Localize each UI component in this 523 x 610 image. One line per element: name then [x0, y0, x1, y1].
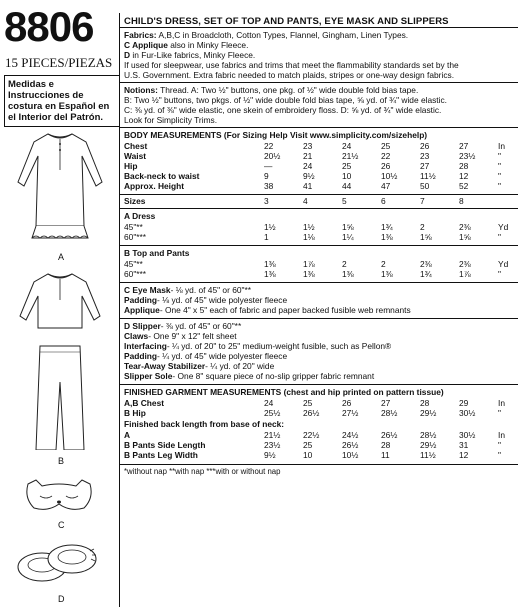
fabrics-label: Fabrics:: [124, 30, 157, 40]
figure-label-a: A: [58, 252, 65, 262]
sizes-row: [124, 196, 510, 206]
applique-material-text: - One 4" x 5" each of fabric and paper backed fusible web remnants: [159, 305, 411, 315]
pattern-number: 8806: [4, 3, 94, 50]
dress-illustration: [12, 130, 108, 248]
slipper-sole-label: Slipper Sole: [124, 371, 173, 381]
column-divider: [119, 13, 120, 607]
left-column: [0, 0, 118, 610]
padding-text: - ⅛ yd. of 45" wide polyester fleece: [157, 295, 288, 305]
applique-material-label: Applique: [124, 305, 160, 315]
flammability-text: If used for sleepwear, use fabrics and trims that meet the flammability standards set by the: [124, 60, 459, 70]
a-dress-table: [124, 222, 510, 242]
divider: [119, 82, 518, 83]
eye-mask-label: C Eye Mask: [124, 285, 171, 295]
table-row: A 21½ 22½ 24½ 26½ 28½ 30½ In: [124, 430, 505, 440]
applique-text: also in Minky Fleece.: [167, 40, 249, 50]
pieces-count: 15 PIECES/PIEZAS: [5, 55, 113, 70]
figure-label-d: D: [58, 594, 65, 604]
a-dress-heading: A Dress: [124, 211, 156, 221]
claws-label: Claws: [124, 331, 149, 341]
slipper-fabric-label: D: [124, 50, 131, 60]
table-row: Sizes 3 4 5 6 7 8: [124, 196, 464, 206]
padding-label: Padding: [124, 295, 158, 305]
claws-text: - One 9" x 12" felt sheet: [148, 331, 237, 341]
divider: [119, 27, 518, 28]
divider: [119, 464, 518, 465]
divider: [119, 245, 518, 246]
b-top-pants-heading: B Top and Pants: [124, 248, 190, 258]
table-row: 60"*** 1⅜ 1⅜ 1⅜ 1⅜ 1¾ 1⅞ ": [124, 269, 501, 279]
table-row: B Pants Leg Width 9½ 10 10½ 11 11½ 12 ": [124, 450, 501, 460]
table-row: Waist 20½ 21 21½ 22 23 23½ ": [124, 151, 501, 161]
table-row: Back-neck to waist 9 9½ 10 10½ 11½ 12 ": [124, 171, 501, 181]
slipper-section: [124, 321, 514, 381]
notions-cd-text: C: ⅜ yd. of ⅜" wide elastic, one skein of embroidery floss. D: ⅝ yd. of ¾" wide elastic.: [124, 105, 442, 115]
table-row: Approx. Height 38 41 44 47 50 52 ": [124, 181, 501, 191]
notions-b-text: B: Two ½" buttons, two pkgs. of ½" wide double fold bias tape, ⅝ yd. of ¾" wide elastic.: [124, 95, 448, 105]
divider: [119, 282, 518, 283]
eye-mask-section: [124, 285, 514, 315]
stabilizer-label: Tear-Away Stabilizer: [124, 361, 206, 371]
interfacing-label: Interfacing: [124, 341, 167, 351]
table-row: Hip — 24 25 26 27 28 ": [124, 161, 501, 171]
top-and-pants-illustration: [12, 270, 108, 450]
divider: [119, 194, 518, 195]
fabrics-text: A,B,C in Broadcloth, Cotton Types, Flannel, Gingham, Linen Types.: [156, 30, 409, 40]
interfacing-text: - ¼ yd. of 20" to 25" medium-weight fusible, such as Pellon®: [166, 341, 392, 351]
table-row: 60"*** 1 1⅛ 1¼ 1⅜ 1⅝ 1⅝ ": [124, 232, 501, 242]
divider: [119, 208, 518, 209]
table-row: B Pants Side Length 23½ 25 26½ 28 29½ 31 ": [124, 440, 501, 450]
figure-label-c: C: [58, 520, 65, 530]
body-measurements-table: [124, 141, 510, 191]
table-row: Chest 22 23 24 25 26 27 In: [124, 141, 505, 151]
notions-section: [124, 85, 514, 125]
divider: [119, 127, 518, 128]
applique-label: C Applique: [124, 40, 168, 50]
stabilizer-text: - ¼ yd. of 20" wide: [205, 361, 275, 371]
extra-fabric-text: U.S. Government. Extra fabric needed to match plaids, stripes or one-way design fabrics.: [124, 70, 455, 80]
slipper-sole-text: - One 8" square piece of no-slip gripper fabric remnant: [172, 371, 375, 381]
notions-a-text: Thread. A: Two ½" buttons, one pkg. of ½" wide double fold bias tape.: [157, 85, 419, 95]
spanish-instructions-box: Medidas e Instrucciones de costura en Español en el Interior del Patrón.: [4, 75, 120, 127]
slipper-text: - ⅜ yd. of 45" or 60"**: [160, 321, 242, 331]
eye-mask-text: - ⅛ yd. of 45" or 60"**: [170, 285, 251, 295]
slipper-fabric-text: in Fur-Like fabrics, Minky Fleece.: [130, 50, 256, 60]
nap-footnote: *without nap **with nap ***with or without nap: [124, 467, 281, 476]
fabrics-section: [124, 30, 514, 80]
divider: [119, 384, 518, 385]
b-top-pants-table: [124, 259, 510, 279]
table-row: A,B Chest 24 25 26 27 28 29 In: [124, 398, 505, 408]
finished-length-subheading: Finished back length from base of neck:: [124, 419, 285, 429]
divider: [119, 318, 518, 319]
slipper-padding-label: Padding: [124, 351, 158, 361]
pattern-title: CHILD'S DRESS, SET OF TOP AND PANTS, EYE MASK AND SLIPPERS: [124, 16, 449, 27]
table-row: B Hip 25½ 26½ 27½ 28½ 29½ 30½ ": [124, 408, 501, 418]
eye-mask-illustration: [22, 478, 96, 514]
table-row: 45"** 1½ 1½ 1⅝ 1¾ 2 2⅜ Yd: [124, 222, 509, 232]
notions-label: Notions:: [124, 85, 158, 95]
trims-text: Look for Simplicity Trims.: [124, 115, 218, 125]
finished-measurements-table: [124, 398, 510, 418]
figure-label-b: B: [58, 456, 65, 466]
finished-length-table: [124, 430, 510, 460]
table-row: 45"** 1⅜ 1⅞ 2 2 2⅜ 2⅜ Yd: [124, 259, 509, 269]
slippers-illustration: [14, 537, 100, 591]
slipper-padding-text: - ¼ yd. of 45" wide polyester fleece: [157, 351, 288, 361]
finished-measurements-heading: FINISHED GARMENT MEASUREMENTS (chest and hip printed on pattern tissue): [124, 387, 444, 397]
body-measurements-heading: BODY MEASUREMENTS (For Sizing Help Visit www.simplicity.com/sizehelp): [124, 130, 428, 140]
slipper-label: D Slipper: [124, 321, 161, 331]
